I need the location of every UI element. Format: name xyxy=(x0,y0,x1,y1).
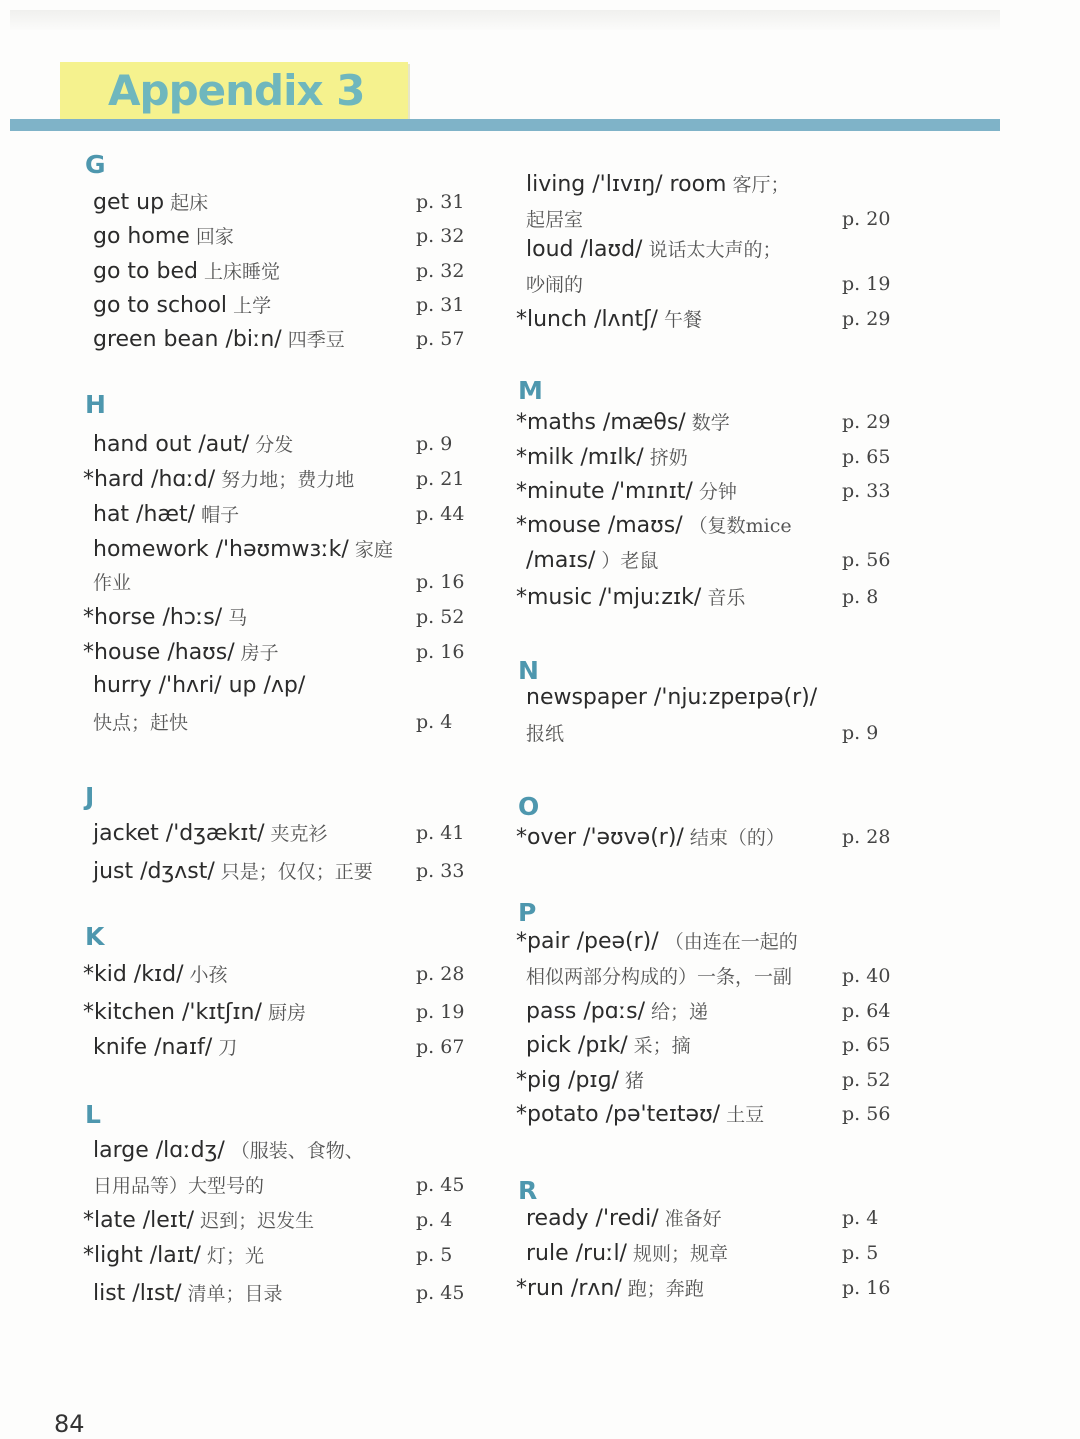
entry-word: list /lɪst/ xyxy=(93,1281,182,1306)
section-letter: P xyxy=(518,898,537,927)
entry-translation: 上床睡觉 xyxy=(197,261,281,283)
section-letter: M xyxy=(518,376,543,405)
entry-page-ref: p. 56 xyxy=(842,549,891,571)
entry-word: *music /'mjuːzɪk/ xyxy=(516,585,702,610)
entry-page-ref: p. 29 xyxy=(842,308,891,330)
entry-page-ref: p. 28 xyxy=(416,963,465,985)
top-rule xyxy=(10,10,1000,30)
glossary-entry xyxy=(516,583,745,610)
entry-page-ref: p. 65 xyxy=(842,446,891,468)
glossary-entry xyxy=(516,408,730,435)
entry-word: *late /leɪt/ xyxy=(83,1208,195,1233)
glossary-entry xyxy=(83,603,247,630)
entry-translation: 马 xyxy=(222,607,248,629)
glossary-entry xyxy=(93,819,328,846)
section-letter: N xyxy=(518,656,539,685)
entry-word: hat /hæt/ xyxy=(93,502,196,527)
glossary-entry xyxy=(526,962,792,989)
entry-page-ref: p. 33 xyxy=(842,480,891,502)
glossary-entry xyxy=(516,305,702,332)
entry-translation: （复数mice xyxy=(682,515,792,537)
glossary-entry xyxy=(93,257,280,284)
entry-page-ref: p. 9 xyxy=(842,722,879,744)
entry-page-ref: p. 33 xyxy=(416,860,465,882)
glossary-entry xyxy=(526,685,817,710)
entry-translation: 房子 xyxy=(234,642,279,664)
page-title: Appendix 3 xyxy=(108,66,365,115)
entry-word: go home xyxy=(93,224,190,249)
entry-translation: 采；摘 xyxy=(627,1035,691,1057)
entry-word: homework /'həʊmwɜːk/ xyxy=(93,537,349,562)
entry-word: newspaper /'njuːzpeɪpə(r)/ xyxy=(526,685,818,710)
entry-translation: 说话太大声的； xyxy=(642,239,782,261)
glossary-entry xyxy=(83,1206,314,1233)
glossary-entry xyxy=(526,1239,728,1266)
glossary-entry xyxy=(93,222,234,249)
glossary-entry xyxy=(516,1100,764,1127)
entry-word: get up xyxy=(93,190,165,215)
entry-word: *house /haʊs/ xyxy=(83,640,235,665)
entry-translation: 规则；规章 xyxy=(626,1243,729,1265)
entry-translation: 迟到；迟发生 xyxy=(194,1210,315,1232)
entry-page-ref: p. 44 xyxy=(416,503,465,525)
entry-translation: 清单；目录 xyxy=(181,1283,283,1305)
entry-word: *kitchen /'kɪtʃɪn/ xyxy=(83,1000,262,1025)
entry-translation: 作业 xyxy=(93,572,132,594)
entry-page-ref: p. 29 xyxy=(842,411,891,433)
entry-translation: ）老鼠 xyxy=(595,550,659,572)
entry-translation: 起床 xyxy=(164,192,209,214)
section-letter: O xyxy=(518,792,540,821)
entry-page-ref: p. 40 xyxy=(842,965,891,987)
entry-page-ref: p. 20 xyxy=(842,208,891,230)
entry-page-ref: p. 56 xyxy=(842,1103,891,1125)
entry-translation: 努力地；费力地 xyxy=(215,469,355,491)
entry-word: ready /'redi/ xyxy=(526,1206,659,1231)
glossary-entry xyxy=(526,270,583,297)
entry-word: pass /pɑːs/ xyxy=(526,999,645,1024)
glossary-entry xyxy=(526,546,658,573)
glossary-entry xyxy=(516,477,737,504)
glossary-entry xyxy=(526,997,708,1024)
glossary-entry xyxy=(516,1274,704,1301)
glossary-entry xyxy=(93,188,208,215)
entry-translation: 厨房 xyxy=(261,1002,306,1024)
entry-translation: 相似两部分构成的）一条，一副 xyxy=(526,966,793,988)
entry-word: *hard /hɑːd/ xyxy=(83,467,216,492)
entry-page-ref: p. 45 xyxy=(416,1174,465,1196)
entry-translation: 分钟 xyxy=(692,481,737,503)
glossary-entry xyxy=(83,1241,264,1268)
entry-word: hurry /'hʌri/ up /ʌp/ xyxy=(93,673,306,698)
glossary-entry xyxy=(83,960,228,987)
glossary-entry xyxy=(93,1171,264,1198)
glossary-entry xyxy=(93,535,393,562)
entry-word: jacket /'dʒækɪt/ xyxy=(93,821,265,846)
entry-translation: 回家 xyxy=(189,226,234,248)
glossary-entry xyxy=(516,927,798,954)
entry-translation: 四季豆 xyxy=(281,329,345,351)
glossary-entry xyxy=(93,325,345,352)
entry-translation: 灯；光 xyxy=(200,1245,265,1267)
entry-translation: 准备好 xyxy=(658,1208,722,1230)
glossary-entry xyxy=(93,673,305,698)
entry-translation: 吵闹的 xyxy=(526,274,584,296)
entry-translation: 猪 xyxy=(618,1070,645,1092)
entry-translation: 午餐 xyxy=(657,309,702,331)
entry-page-ref: p. 41 xyxy=(416,822,465,844)
entry-page-ref: p. 8 xyxy=(842,586,879,608)
entry-page-ref: p. 52 xyxy=(416,606,465,628)
entry-translation: 快点；赶快 xyxy=(93,712,189,734)
entry-page-ref: p. 32 xyxy=(416,260,465,282)
entry-page-ref: p. 5 xyxy=(842,1242,879,1264)
entry-word: go to bed xyxy=(93,259,198,284)
glossary-entry xyxy=(516,443,688,470)
entry-word: living /'lɪvɪŋ/ room xyxy=(526,172,727,197)
entry-translation: 结束（的） xyxy=(683,827,785,849)
entry-page-ref: p. 32 xyxy=(416,225,465,247)
entry-word: *over /'əʊvə(r)/ xyxy=(516,825,684,850)
entry-page-ref: p. 28 xyxy=(842,826,891,848)
section-letter: H xyxy=(85,390,106,419)
glossary-entry xyxy=(526,1031,691,1058)
entry-word: large /lɑːdʒ/ xyxy=(93,1138,225,1163)
entry-page-ref: p. 21 xyxy=(416,468,465,490)
entry-translation: 上学 xyxy=(227,295,272,317)
entry-page-ref: p. 4 xyxy=(842,1207,879,1229)
entry-page-ref: p. 57 xyxy=(416,328,465,350)
entry-page-ref: p. 67 xyxy=(416,1036,465,1058)
entry-translation: 帽子 xyxy=(195,504,240,526)
entry-word: *lunch /lʌntʃ/ xyxy=(516,307,658,332)
entry-word: *maths /mæθs/ xyxy=(516,410,686,435)
glossary-entry xyxy=(526,719,564,746)
entry-word: *minute /'mɪnɪt/ xyxy=(516,479,693,504)
entry-translation: 刀 xyxy=(212,1037,238,1059)
entry-word: *horse /hɔːs/ xyxy=(83,605,223,630)
header-band xyxy=(10,119,1000,131)
entry-word: loud /laʊd/ xyxy=(526,237,643,262)
section-letter: G xyxy=(85,150,106,179)
glossary-entry xyxy=(83,998,306,1025)
entry-page-ref: p. 45 xyxy=(416,1282,465,1304)
glossary-entry xyxy=(526,170,790,197)
entry-page-ref: p. 31 xyxy=(416,294,465,316)
entry-page-ref: p. 5 xyxy=(416,1244,453,1266)
glossary-entry xyxy=(93,1279,283,1306)
entry-page-ref: p. 19 xyxy=(842,273,891,295)
glossary-entry xyxy=(93,857,373,884)
entry-translation: 夹克衫 xyxy=(264,823,328,845)
entry-translation: 只是；仅仅；正要 xyxy=(214,861,373,883)
entry-translation: 给；递 xyxy=(645,1001,709,1023)
section-letter: R xyxy=(518,1176,538,1205)
glossary-entry xyxy=(526,205,583,232)
entry-page-ref: p. 64 xyxy=(842,1000,891,1022)
glossary-entry xyxy=(83,638,279,665)
section-letter: K xyxy=(85,922,105,951)
entry-page-ref: p. 9 xyxy=(416,433,453,455)
glossary-entry xyxy=(516,511,792,538)
entry-translation: 日用品等）大型号的 xyxy=(93,1175,265,1197)
entry-page-ref: p. 19 xyxy=(416,1001,465,1023)
entry-word: just /dʒʌst/ xyxy=(93,859,215,884)
entry-word: green bean /biːn/ xyxy=(93,327,282,352)
entry-word: *kid /kɪd/ xyxy=(83,962,184,987)
entry-word: *pig /pɪɡ/ xyxy=(516,1068,619,1093)
entry-word: hand out /aut/ xyxy=(93,432,250,457)
entry-translation: 挤奶 xyxy=(643,447,688,469)
entry-word: go to school xyxy=(93,293,228,318)
glossary-entry xyxy=(516,1066,644,1093)
entry-word: pick /pɪk/ xyxy=(526,1033,628,1058)
entry-word: rule /ruːl/ xyxy=(526,1241,627,1266)
entry-translation: （由连在一起的 xyxy=(658,931,798,953)
entry-page-ref: p. 16 xyxy=(842,1277,891,1299)
glossary-entry xyxy=(93,291,271,318)
entry-translation: 起居室 xyxy=(526,209,584,231)
entry-translation: （服装、食物、 xyxy=(224,1140,364,1162)
entry-translation: 数学 xyxy=(685,412,730,434)
glossary-entry xyxy=(93,708,188,735)
glossary-entry xyxy=(93,1033,237,1060)
entry-translation: 土豆 xyxy=(720,1104,765,1126)
section-letter: J xyxy=(85,782,95,811)
entry-word: /maɪs/ xyxy=(526,548,596,573)
glossary-entry xyxy=(93,568,131,595)
glossary-entry xyxy=(93,430,293,457)
entry-word: *mouse /maʊs/ xyxy=(516,513,683,538)
entry-page-ref: p. 31 xyxy=(416,191,465,213)
entry-page-ref: p. 16 xyxy=(416,641,465,663)
entry-page-ref: p. 4 xyxy=(416,711,453,733)
section-letter: L xyxy=(85,1100,101,1129)
entry-translation: 小孩 xyxy=(183,964,228,986)
entry-word: *run /rʌn/ xyxy=(516,1276,622,1301)
glossary-entry xyxy=(526,1204,722,1231)
entry-page-ref: p. 52 xyxy=(842,1069,891,1091)
entry-translation: 家庭 xyxy=(348,539,393,561)
entry-page-ref: p. 16 xyxy=(416,571,465,593)
entry-word: knife /naɪf/ xyxy=(93,1035,213,1060)
entry-page-ref: p. 65 xyxy=(842,1034,891,1056)
entry-page-ref: p. 4 xyxy=(416,1209,453,1231)
entry-translation: 跑；奔跑 xyxy=(621,1278,704,1300)
glossary-entry xyxy=(526,235,782,262)
entry-word: *potato /pə'teɪtəʊ/ xyxy=(516,1102,721,1127)
entry-word: *light /laɪt/ xyxy=(83,1243,201,1268)
entry-translation: 报纸 xyxy=(526,723,565,745)
glossary-entry xyxy=(516,823,785,850)
entry-translation: 音乐 xyxy=(701,587,746,609)
glossary-entry xyxy=(93,500,239,527)
glossary-entry xyxy=(83,465,354,492)
page-number: 84 xyxy=(54,1410,85,1438)
entry-translation: 客厅； xyxy=(726,174,790,196)
entry-word: *milk /mɪlk/ xyxy=(516,445,644,470)
glossary-entry xyxy=(93,1136,364,1163)
entry-translation: 分发 xyxy=(249,434,294,456)
entry-word: *pair /peə(r)/ xyxy=(516,929,659,954)
